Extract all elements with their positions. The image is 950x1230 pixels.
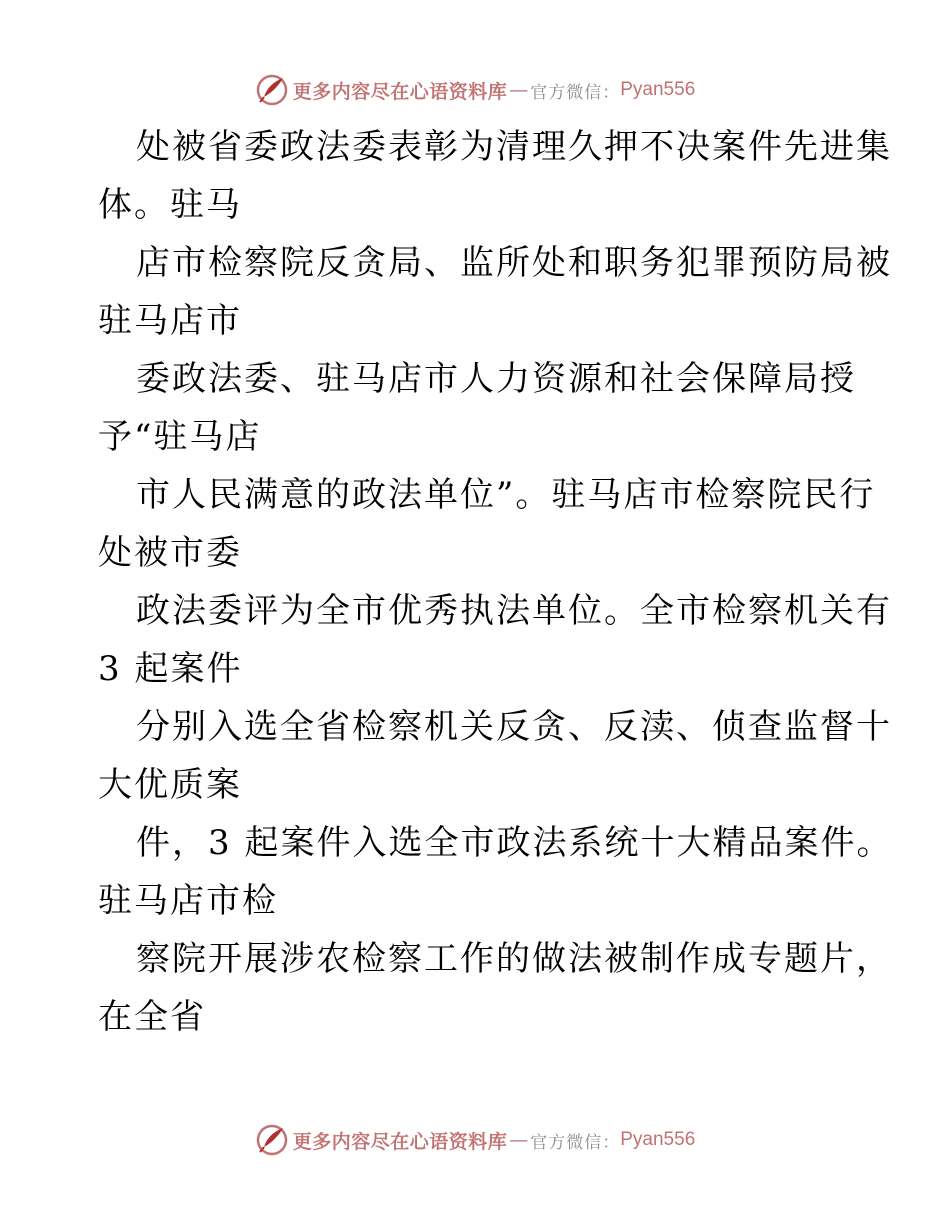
text-line: 处被市委 [98, 533, 242, 573]
text-line: 察院开展涉农检察工作的做法被制作成专题片， [136, 939, 892, 979]
text-line: 3 起案件 [98, 649, 243, 689]
text-line: 体。驻马 [98, 185, 242, 225]
document-body [98, 118, 893, 1046]
header-watermark [0, 70, 950, 110]
text-line: 处被省委政法委表彰为清理久押不决案件先进集 [136, 127, 892, 167]
text-line: 件，3 起案件入选全市政法系统十大精品案件。 [136, 823, 893, 863]
text-line: 店市检察院反贪局、监所处和职务犯罪预防局被 [136, 243, 892, 283]
text-line: 分别入选全省检察机关反贪、反渎、侦查监督十 [136, 707, 892, 747]
watermark-text: 更多内容尽在心语资料库 [292, 1130, 508, 1153]
text-line: 驻马店市检 [98, 881, 278, 921]
text-line: 在全省 [98, 997, 206, 1037]
text-line: 予“驻马店 [98, 417, 262, 457]
feather-pen-logo-icon [255, 73, 289, 107]
footer-watermark [0, 1120, 950, 1160]
feather-pen-logo-icon [255, 1123, 289, 1157]
watermark-label: 官方微信： [530, 1132, 621, 1153]
watermark-separator: — [509, 79, 529, 101]
watermark-wechat-id: Pyan556 [620, 79, 696, 100]
watermark-label: 官方微信： [530, 82, 621, 103]
text-line: 委政法委、驻马店市人力资源和社会保障局授 [136, 359, 856, 399]
text-line: 政法委评为全市优秀执法单位。全市检察机关有 [136, 591, 892, 631]
watermark-separator: — [509, 1129, 529, 1151]
watermark-wechat-id: Pyan556 [620, 1129, 696, 1150]
watermark-text: 更多内容尽在心语资料库 [292, 80, 508, 103]
text-line: 驻马店市 [98, 301, 242, 341]
text-line: 大优质案 [98, 765, 242, 805]
text-line: 市人民满意的政法单位”。驻马店市检察院民行 [136, 475, 876, 515]
